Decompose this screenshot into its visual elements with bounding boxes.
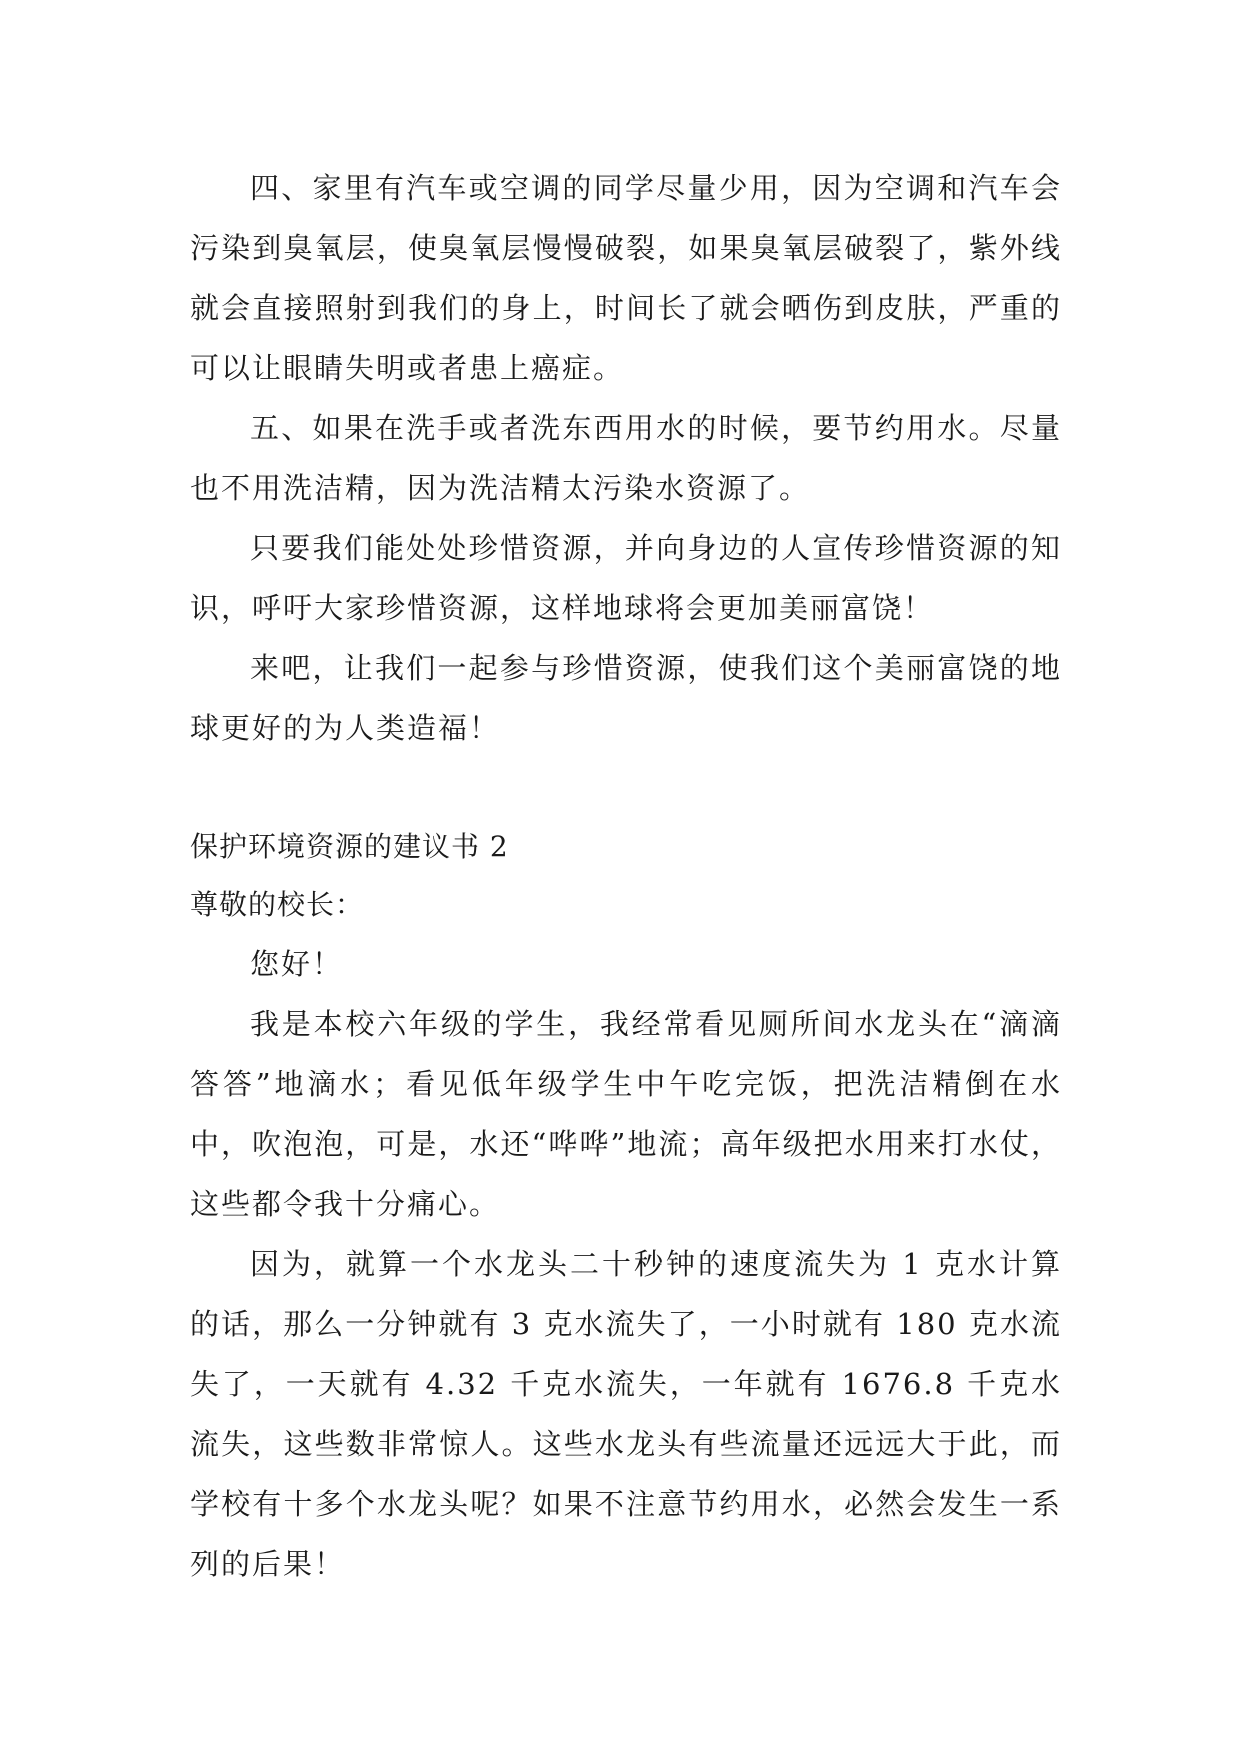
- section-spacer: [190, 758, 1062, 818]
- document-body: [190, 158, 1062, 1594]
- paragraph-closing-call: 来吧，让我们一起参与珍惜资源，使我们这个美丽富饶的地球更好的为人类造福！: [190, 651, 1062, 745]
- paragraph-point-five: 五、如果在洗手或者洗东西用水的时候，要节约用水。尽量也不用洗洁精，因为洗洁精太污染水资源了。: [190, 411, 1062, 505]
- paragraph-water-calculation: 因为，就算一个水龙头二十秒钟的速度流失为 1 克水计算的话，那么一分钟就有 3 克水流失了，一小时就有 180 克水流失了，一天就有 4.32 千克水流失，一年就有 1676.8 千克水流失，这些数非常惊人。这些水龙头有些流量还远远大于此，而学校有十多个水龙头呢？如果不注意节约用水，必然会发生一系列的后果！: [190, 1247, 1062, 1581]
- paragraph-point-four: 四、家里有汽车或空调的同学尽量少用，因为空调和汽车会污染到臭氧层，使臭氧层慢慢破裂，如果臭氧层破裂了，紫外线就会直接照射到我们的身上，时间长了就会晒伤到皮肤，严重的可以让眼睛失明或者患上癌症。: [190, 171, 1062, 385]
- paragraph-observation: 我是本校六年级的学生，我经常看见厕所间水龙头在“滴滴答答”地滴水；看见低年级学生中午吃完饭，把洗洁精倒在水中，吹泡泡，可是，水还“哗哗”地流；高年级把水用来打水仗，这些都令我十分痛心。: [190, 1007, 1062, 1221]
- salutation: 尊敬的校长：: [190, 888, 365, 921]
- paragraph-cherish-resources: 只要我们能处处珍惜资源，并向身边的人宣传珍惜资源的知识，呼吁大家珍惜资源，这样地球将会更加美丽富饶！: [190, 531, 1062, 625]
- document-title: 保护环境资源的建议书 2: [190, 830, 509, 863]
- greeting: 您好！: [250, 947, 344, 981]
